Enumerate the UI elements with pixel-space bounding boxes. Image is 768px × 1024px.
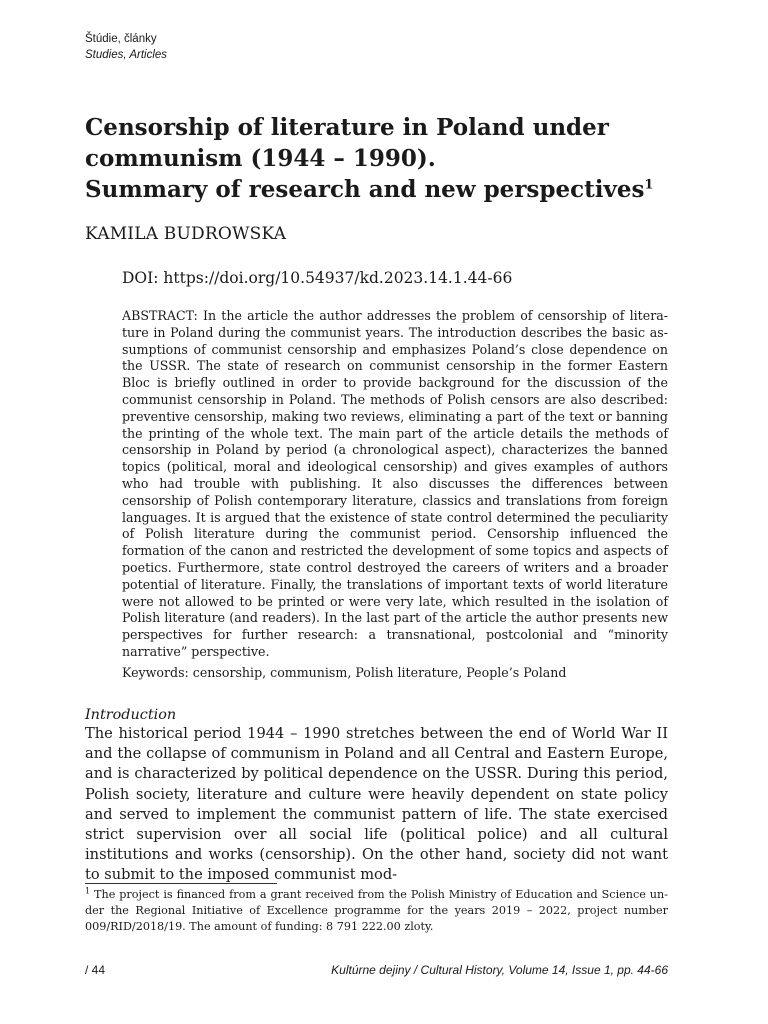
title-footnote-mark[interactable]: 1 xyxy=(644,177,654,193)
title-line-3: Summary of research and new perspectives xyxy=(85,176,645,203)
introduction-paragraph: The historical period 1944 – 1990 stretches between the end of World War II and the collapse of communism in Poland and all Central and Eastern Europe, and is characterized by political dependence on the USSR. During this period, Polish society, literature and culture were heavily dependent on state policy and served to implement the communist pattern of life. The state exercised strict supervision over all social life (political police) and all cultural institutions and works (censorship). On the other hand, society did not want to submit to the imposed communist mod- xyxy=(85,725,668,884)
footnote-mark: 1 xyxy=(85,886,91,896)
keywords: Keywords: censorship, communism, Polish literature, People’s Poland xyxy=(122,665,567,680)
section-label-english: Studies, Articles xyxy=(85,49,168,61)
title-line-1: Censorship of literature in Poland under xyxy=(85,114,609,141)
section-label-slovak: Štúdie, články xyxy=(85,33,157,45)
journal-citation: Kultúrne dejiny / Cultural History, Volume 14, Issue 1, pp. 44-66 xyxy=(331,963,668,977)
abstract: ABSTRACT: In the article the author addresses the problem of censorship of literature in Poland during the communist years. The introduction describes the basic assumptions of communist censorship and emphasizes Poland’s close dependence on the USSR. The state of research on communist censorship in the former Eastern Bloc is briefly outlined in order to provide background for the discussion of the communist censorship in Poland. The methods of Polish censors are also described: preventive censorship, making two reviews, eliminating a part of the text or banning the printing of the whole text. The main part of the article details the methods of censorship in Poland by period (a chronological aspect), characterizes the banned topics (political, moral and ideological censorship) and gives examples of authors who had trouble with publishing. It also discusses the differences between censorship of Polish contemporary literature, classics and translations from foreign languages. It is argued that the existence of state control determined the peculiarity of Polish literature during the communist period. Censorship influenced the formation of the canon and restricted the development of some topics and aspects of poetics. Furthermore, state control destroyed the careers of writers and a broader potential of literature. Finally, the translations of important texts of world literature were not allowed to be printed or were very late, which resulted in the isolation of Polish literature (and readers). In the last part of the article the author presents new perspectives for further research: a transnational, postcolonial and “minority narrative” perspective. xyxy=(122,308,668,659)
page-number: / 44 xyxy=(85,963,106,977)
section-header xyxy=(85,31,167,63)
footnote-divider xyxy=(85,883,277,884)
doi-link[interactable]: DOI: https://doi.org/10.54937/kd.2023.14.1.44-66 xyxy=(122,269,513,287)
footnote-text: The project is financed from a grant received from the Polish Ministry of Education and Science under the Regional Initiative of Excellence programme for the years 2019 – 2022, project number 009/RID/2018/19. The amount of funding: 8 791 222.00 zloty. xyxy=(85,888,668,934)
author-name: KAMILA BUDROWSKA xyxy=(85,224,287,244)
title-line-2: communism (1944 – 1990). xyxy=(85,145,436,172)
introduction-heading: Introduction xyxy=(85,707,177,723)
footnote xyxy=(85,887,668,936)
article-title xyxy=(85,112,685,205)
